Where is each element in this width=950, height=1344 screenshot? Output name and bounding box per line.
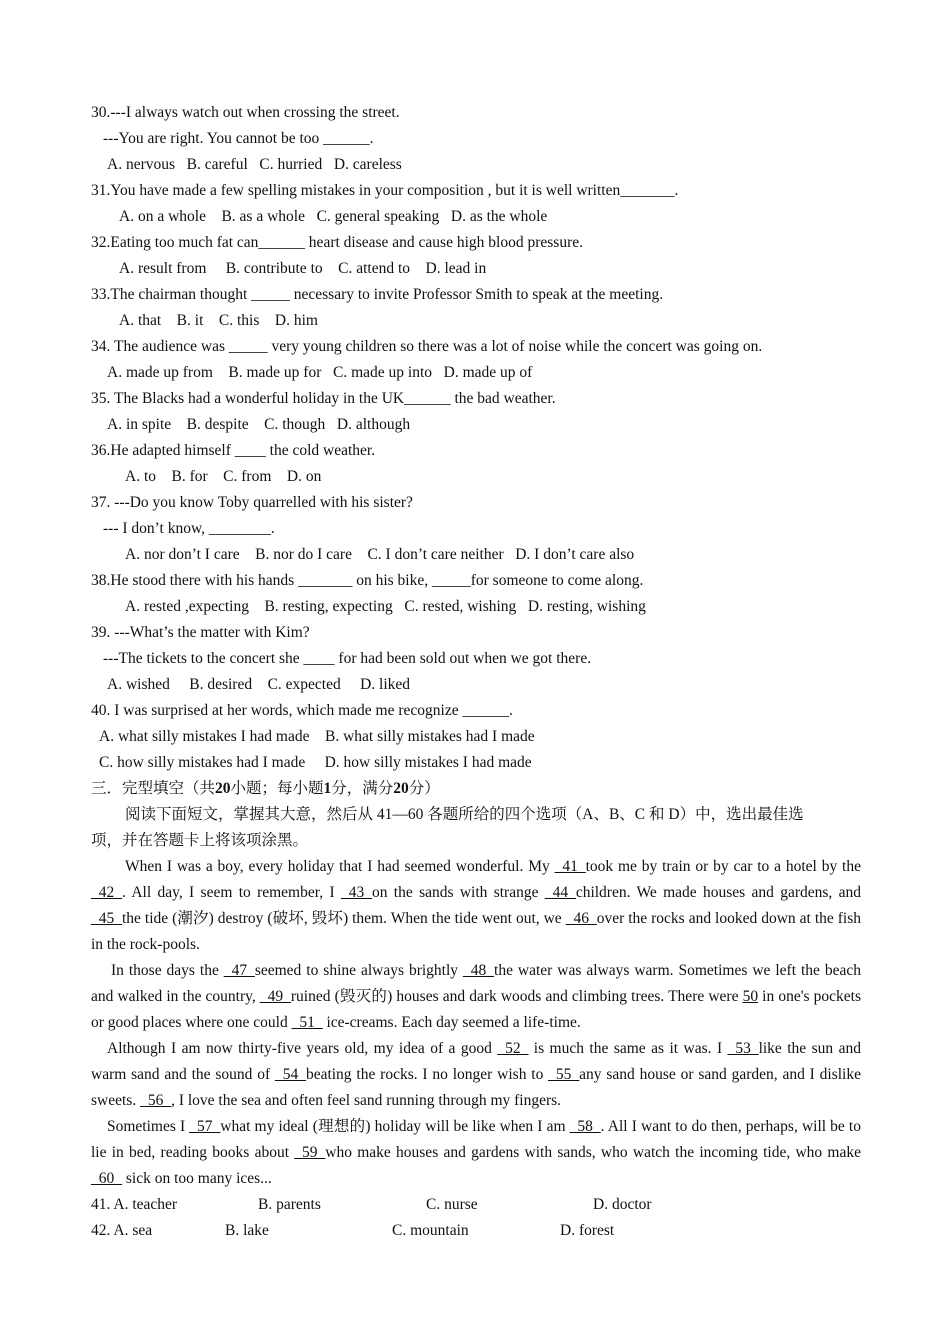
answer-row-41 (91, 1192, 861, 1218)
question-34-options: A. made up from B. made up for C. made up into D. made up of (107, 364, 533, 381)
question-33-stem: 33.The chairman thought _____ necessary to invite Professor Smith to speak at the meeting. (91, 286, 664, 303)
question-39-options: A. wished B. desired C. expected D. liked (107, 676, 411, 693)
question-30-response: ---You are right. You cannot be too ______. (103, 130, 374, 147)
question-36-options: A. to B. for C. from D. on (125, 468, 322, 485)
question-34-stem: 34. The audience was _____ very young children so there was a lot of noise while the concert was going on. (91, 338, 763, 355)
question-31-stem: 31.You have made a few spelling mistakes in your composition , but it is well written_______. (91, 182, 679, 199)
question-37-stem: 37. ---Do you know Toby quarrelled with his sister? (91, 494, 413, 511)
answer-row-42 (91, 1218, 861, 1244)
question-33-options: A. that B. it C. this D. him (119, 312, 318, 329)
question-30-options: A. nervous B. careful C. hurried D. careless (107, 156, 402, 173)
answer-42-b: B. lake (225, 1222, 269, 1239)
question-37-options: A. nor don’t I care B. nor do I care C. I don’t care neither D. I don’t care also (125, 546, 635, 563)
passage-paragraph-2: In those days the _47_seemed to shine always brightly _48_the water was always warm. Sometimes we left the beach and walked in the country, _49_ruined (毁灭的) houses and dark woods and climbing trees. There were 50 in one's pockets or good places where one could _51_ ice-creams. Each day seemed a life-time. (91, 962, 862, 1031)
question-40-options-row-2: C. how silly mistakes had I made D. how silly mistakes I had made (99, 754, 532, 771)
question-30-stem: 30.---I always watch out when crossing the street. (91, 104, 400, 121)
question-37-response: --- I don’t know, ________. (103, 520, 275, 537)
question-39-response: ---The tickets to the concert she ____ for had been sold out when we got there. (103, 650, 592, 667)
passage-paragraph-4: Sometimes I _57_what my ideal (理想的) holiday will be like when I am _58_. All I want to do then, perhaps, will be to lie in bed, reading books about _59_who make houses and gardens with sands, who watch the incoming tide, who make _60_ sick on too many ices... (91, 1118, 862, 1187)
question-40-stem: 40. I was surprised at her words, which made me recognize ______. (91, 702, 513, 719)
question-38-stem: 38.He stood there with his hands _______ on his bike, _____for someone to come along. (91, 572, 644, 589)
answer-42-c: C. mountain (392, 1222, 469, 1239)
question-31-options: A. on a whole B. as a whole C. general speaking D. as the whole (119, 208, 548, 225)
question-40-options-row-1: A. what silly mistakes I had made B. what silly mistakes had I made (99, 728, 535, 745)
question-32-stem: 32.Eating too much fat can______ heart disease and cause high blood pressure. (91, 234, 583, 251)
answer-41-a: 41. A. teacher (91, 1196, 178, 1213)
answer-42-a: 42. A. sea (91, 1222, 153, 1239)
answer-41-c: C. nurse (426, 1196, 478, 1213)
question-36-stem: 36.He adapted himself ____ the cold weather. (91, 442, 376, 459)
answer-42-d: D. forest (560, 1222, 615, 1239)
answer-41-d: D. doctor (593, 1196, 652, 1213)
question-32-options: A. result from B. contribute to C. attend to D. lead in (119, 260, 487, 277)
section-3-instruction-line-1: 阅读下面短文，掌握其大意，然后从 41—60 各题所给的四个选项（A、B、C 和 D）中，选出最佳选 (125, 806, 804, 823)
section-3-heading: 三．完型填空（共20小题；每小题1分，满分20分） (91, 780, 440, 797)
question-35-options: A. in spite B. despite C. though D. although (107, 416, 411, 433)
passage-paragraph-3: Although I am now thirty-five years old, my idea of a good _52_ is much the same as it was. I _53_like the sun and warm sand and the sound of _54_beating the rocks. I no longer wish to _55_any sand house or sand garden, and I dislike sweets. _56_, I love the sea and often feel sand running through my fingers. (91, 1040, 861, 1109)
answer-41-b: B. parents (258, 1196, 321, 1213)
section-3-instruction-line-2: 项，并在答题卡上将该项涂黑。 (91, 832, 309, 849)
question-35-stem: 35. The Blacks had a wonderful holiday in the UK______ the bad weather. (91, 390, 556, 407)
passage-paragraph-1: When I was a boy, every holiday that I had seemed wonderful. My _41_took me by train or by car to a hotel by the _42_. All day, I seem to remember, I _43_on the sands with strange _44_children. We made houses and gardens, and _45_the tide (潮汐) destroy (破坏, 毁坏) them. When the tide went out, we _46_over the rocks and looked down at the fish in the rock-pools. (91, 858, 861, 953)
exam-page (91, 100, 861, 1244)
question-39-stem: 39. ---What’s the matter with Kim? (91, 624, 310, 641)
question-38-options: A. rested ,expecting B. resting, expecting C. rested, wishing D. resting, wishing (125, 598, 646, 615)
